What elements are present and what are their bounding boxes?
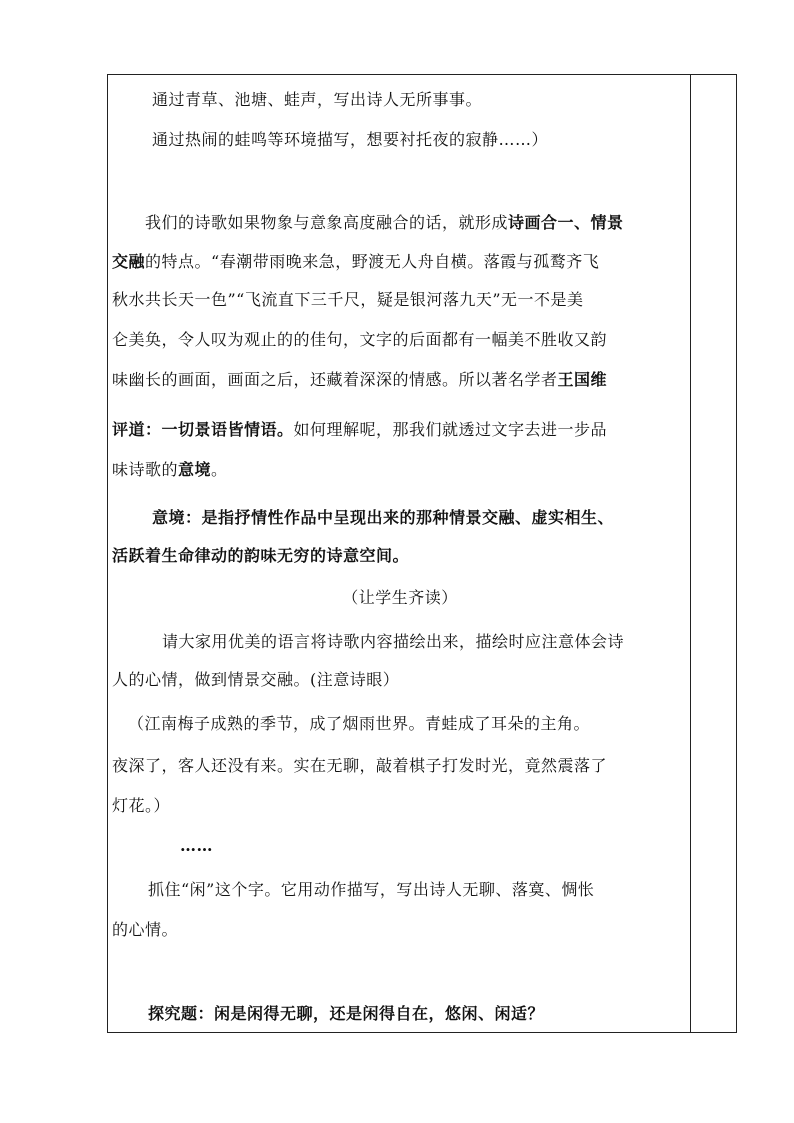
text-line: 的心情。: [112, 920, 179, 939]
paragraph-line: [112, 370, 607, 390]
bold-term: 意境: [178, 460, 212, 479]
text-line: 通过热闹的蛙鸣等环境描写，想要衬托夜的寂静……）: [152, 130, 549, 149]
reading-note: （让学生齐读）: [342, 588, 458, 607]
table-column-divider: [690, 74, 691, 1033]
definition-line: 活跃着生命律动的韵味无穷的诗意空间。: [112, 546, 410, 565]
paragraph-line: [112, 252, 599, 272]
paragraph-line: 秋水共长天一色”“飞流直下三千尺，疑是银河落九天”无一不是美: [112, 290, 584, 309]
example-line: （江南梅子成熟的季节，成了烟雨世界。青蛙成了耳朵的主角。: [128, 714, 591, 733]
paragraph-line: [112, 460, 228, 480]
text-line: 通过青草、池塘、蛙声，写出诗人无所事事。: [152, 90, 483, 109]
ellipsis: ……: [180, 836, 213, 855]
plain-text: 的特点。“春潮带雨晚来急，野渡无人舟自横。落霞与孤鹜齐飞: [145, 252, 600, 271]
plain-text: 味幽长的画面，画面之后，还藏着深深的情感。所以著名学者: [112, 370, 558, 389]
paragraph-line: [145, 213, 624, 233]
plain-text: 。: [211, 460, 228, 479]
text-line: 抓住“闲”这个字。它用动作描写，写出诗人无聊、落寞、惆怅: [148, 880, 595, 899]
inquiry-question: 探究题：闲是闲得无聊，还是闲得自在，悠闲、闲适？: [148, 1004, 545, 1023]
bold-term: 诗画合一、情景: [508, 213, 624, 232]
paragraph-line: [112, 420, 607, 440]
bold-term: 评道：一切景语皆情语。: [112, 420, 294, 439]
bold-term: 王国维: [557, 370, 608, 389]
example-line: 灯花。）: [112, 796, 171, 815]
text-line: 请大家用优美的语言将诗歌内容描绘出来，描绘时应注意体会诗: [162, 632, 625, 651]
plain-text: 如何理解呢，那我们就透过文字去进一步品: [293, 420, 608, 439]
bold-term: 交融: [112, 252, 146, 271]
definition-line: 意境：是指抒情性作品中呈现出来的那种情景交融、虚实相生、: [152, 508, 615, 527]
example-line: 夜深了，客人还没有来。实在无聊，敲着棋子打发时光，竟然震落了: [112, 756, 608, 775]
paragraph-line: 仑美奂，令人叹为观止的的佳句，文字的后面都有一幅美不胜收又韵: [112, 330, 608, 349]
plain-text: 我们的诗歌如果物象与意象高度融合的话，就形成: [145, 213, 509, 232]
text-line: 人的心情，做到情景交融。(注意诗眼）: [112, 670, 400, 689]
plain-text: 味诗歌的: [112, 460, 179, 479]
